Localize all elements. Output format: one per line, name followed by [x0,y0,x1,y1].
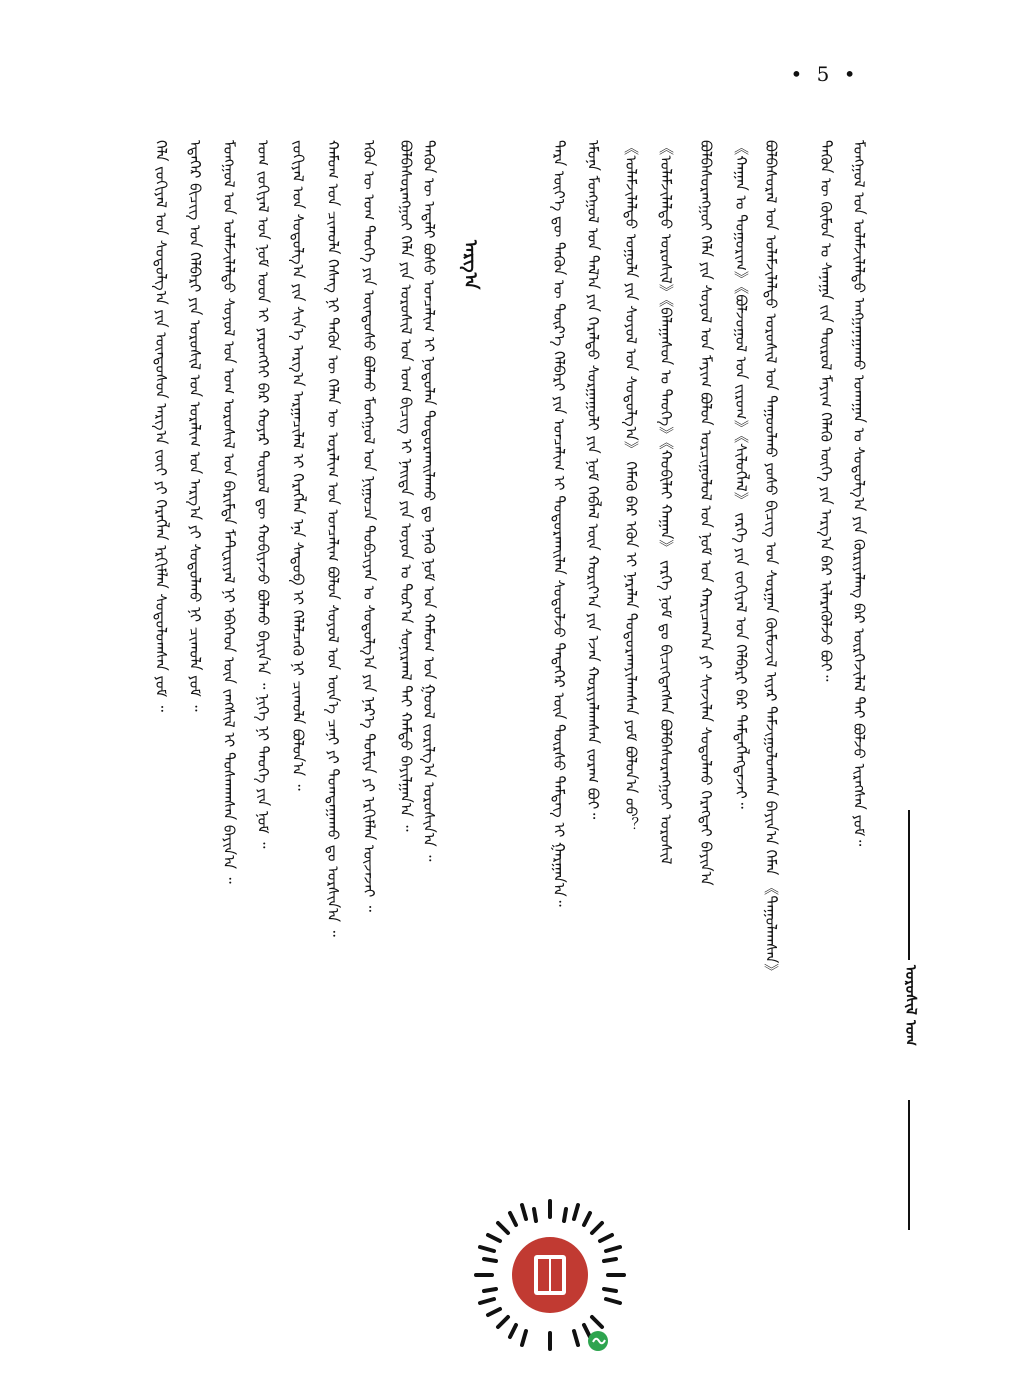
text-column: ᠵᠣᠬᠢᠶᠠᠯ ᠤᠨ ᠰᠤᠳᠤᠯᠭ᠎ᠠ ᠶᠢᠨ ᠰᠢᠨ᠎ᠡ ᠠᠷᠭ᠎ᠠ ᠠᠷᠭᠠᠴᠢᠯᠠᠯ ᠢ ᠬᠡᠷᠡᠭᠯᠡᠨ ᠡᠨᠡ ᠰᠡᠳᠦᠪ ᠢ ᠬᠡᠯᠡᠯᠴᠡᠬᠦ ᠨᠢ ᠴᠢᠬᠤᠯᠠ ᠪᠣᠯᠤᠨ᠎ᠠ ᠃ [289,140,307,791]
text-column: ᠬᠠᠮᠤᠭ ᠤᠨ ᠴᠢᠬᠤᠯᠠ ᠬᠡᠰᠡᠭ ᠨᠢ ᠲᠡᠭᠦᠨ ᠦ ᠬᠡᠯᠡᠨ ᠦ ᠤᠷᠠᠯᠢᠭ ᠤᠨ ᠣᠨᠴᠠᠯᠢᠭ ᠪᠣᠯᠤᠨ ᠰᠣᠶᠣᠯ ᠤᠨ ᠦᠨ᠎ᠡ ᠴᠡᠨᠢ ᠶᠢ ᠲᠣᠭᠲᠠᠭᠠᠬᠤ ᠳᠤ ᠣᠷᠰᠢᠨ᠎ᠠ ᠃ [324,140,342,937]
text-column: ᠤᠭ ᠵᠣᠬᠢᠶᠠᠯ ᠤᠨ ᠨᠣᠮ ᠤᠳ ᠢ ᠶᠡᠷᠦᠩᠬᠡᠢ ᠪᠠᠷ ᠬᠣᠶᠠᠷ ᠲᠦᠷᠦᠯ ᠳᠦ ᠬᠤᠪᠢᠶᠠᠵᠤ ᠪᠣᠯᠬᠤ ᠪᠠᠶᠢᠨ᠎ᠠ ᠃ ᠨᠢᠭᠡ ᠨᠢ ᠲᠡᠦᠬᠡ ᠶᠢᠨ ᠨᠣᠮ ᠃ [254,140,272,849]
text-column: ᠲᠡᠭᠦᠨ ᠦ ᠬᠦᠮᠦᠨ ᠤ ᠰᠠᠨᠠᠭᠠ ᠵᠢᠨ ᠲᠦᠷᠦᠯ ᠮᠠᠶᠢᠭ ᠬᠡᠯᠡᠬᠦ ᠦᠭᠡ ᠶᠢᠨ ᠠᠷᠭ᠎ᠠ ᠪᠠᠷ ᠢᠯᠡᠷᠡᠭᠦᠯᠵᠦ ᠪᠣᠢ᠃ [817,140,835,682]
running-header [900,810,918,1230]
text-column: ᠲᠡᠭᠦᠨ ᠦ ᠠᠳᠠᠯᠢ ᠪᠤᠰᠤ ᠣᠨᠴᠠᠯᠢᠭ ᠢ ᠨᠣᠳᠤᠯᠠᠨ ᠲᠣᠳᠤᠷᠬᠠᠢᠯᠠᠬᠤ ᠳᠤ ᠡᠨᠡᠬᠦ ᠨᠣᠮ ᠤᠨ ᠬᠠᠮᠤᠭ ᠤᠨ ᠭᠣᠣᠯ ᠵᠣᠷᠢᠯᠭ᠎ᠠ ᠣᠷᠣᠰᠢᠨ᠎ᠠ ᠃ [420,140,438,862]
text-column: 《ᠬᠠᠭᠠᠨ ᠤ ᠲᠣᠭᠣᠷᠢᠭ》《ᠪᠣᠯᠵᠣᠭᠤᠯ ᠤᠨ ᠵᠢᠷᠤᠭ》《ᠰᠢᠯᠦᠭᠯᠡᠯ》 ᠵᠡᠷᠭᠡ ᠶᠢᠨ ᠵᠣᠬᠢᠶᠠᠯ ᠤᠨ ᠬᠡᠯᠪᠡᠷᠢ ᠪᠡᠷ ᠲᠡᠮᠳᠡᠭᠯᠡᠭᠳᠡᠵᠡᠢ᠃ [732,140,750,809]
mini-program-qr-code-icon[interactable] [470,1195,630,1355]
text-column: ᠮᠣᠩᠭᠣᠯ ᠤᠨ ᠤᠯᠠᠮᠵᠢᠯᠠᠯᠲᠤ ᠰᠣᠶᠣᠯ ᠤᠨ ᠤᠭ ᠤᠷᠤᠰᠢᠯ ᠤᠨ ᠪᠠᠷᠢᠮᠲᠠ ᠮᠠᠲ᠋ᠧᠷᠢᠶᠠᠯ ᠨᠢ ᠡᠪᠡᠭᠡᠳ ᠦᠨ ᠵᠠᠩᠰᠢᠯ ᠢ ᠲᠤᠰᠬᠠᠭᠰᠠᠨ ᠪᠠᠶᠢᠨ᠎ᠠ ᠃ [220,140,238,884]
text-column: ᠡᠳᠡᠭᠡᠷ ᠪᠢᠴᠢᠭ ᠤᠨ ᠬᠡᠯᠪᠡᠷᠢ ᠶᠢᠨ ᠤᠷᠤᠰᠢᠯ ᠤᠨ ᠤᠷᠠᠯᠢᠭ ᠤᠨ ᠠᠷᠭ᠎ᠠ ᠶᠢ ᠰᠤᠳᠤᠯᠬᠤ ᠨᠢ ᠴᠢᠬᠤᠯᠠ ᠶᠤᠮ ᠃ [186,140,204,712]
page-number: • 5 • [790,62,860,86]
running-header-title: ᠣᠷᠤᠰᠢᠯ ᠤᠭ [902,965,920,1047]
text-column: ᠮᠣᠩᠭᠣᠯ ᠤᠨ ᠤᠯᠠᠮᠵᠢᠯᠠᠯᠲᠤ ᠠᠩᠭᠠᠨᠠᠭᠠᠬᠤ ᠤᠬᠠᠭᠠᠨ ᠤ ᠰᠤᠳᠤᠯᠭ᠎ᠠ ᠶᠢᠨ ᠬᠦᠷᠢᠶᠡᠯᠡᠩ ᠪᠡᠷ ᠦᠷᠭᠡᠵᠢᠯᠡᠯ ᠲᠠᠢ ᠪᠣᠯᠵᠤ ᠢᠷᠡᠭᠰᠡᠨ ᠶᠤᠮ᠃ [850,140,868,847]
text-column: ᠪᠣᠯᠪᠠᠰᠤᠷᠠᠯ ᠤᠨ ᠤᠯᠠᠮᠵᠢᠯᠠᠯᠲᠤ ᠣᠷᠤᠰᠢᠯ ᠤᠨ ᠳᠠᠭᠤᠤᠯᠬᠤ ᠶᠣᠰᠤ ᠪᠢᠴᠢᠭ ᠤᠨ ᠰᠤᠷᠭᠠᠨ ᠬᠦᠮᠦᠵᠢᠯ ᠢᠶᠡᠷ ᠳᠠᠮᠵᠢᠭᠤᠯᠤᠭᠰᠠᠨ ᠪᠠᠶᠢᠨ᠎ᠠ ᠬᠡᠮᠡᠨ 《ᠲᠠᠭᠤᠯᠠᠭᠰᠠᠨ》 [762,140,780,979]
text-column: ᠪᠣᠯᠪᠠᠰᠤᠷᠠᠩᠭᠤᠢ ᠬᠡᠯᠡ ᠶᠢᠨ ᠣᠷᠤᠰᠢᠯ ᠤᠨ ᠤᠭ ᠪᠢᠴᠢᠭ ᠢ ᠨᠡᠢᠲᠡ ᠶᠢᠨ ᠣᠶᠤᠨ ᠤ ᠳᠤᠷ᠎ᠠ ᠰᠣᠨᠢᠷᠬᠠᠯ ᠲᠠᠶ ᠬᠠᠮᠲᠤ ᠪᠠᠶᠢᠯᠭᠠᠨ᠎ᠠ ᠃ [397,140,415,832]
header-rule-bottom [908,1100,910,1230]
text-column: ᠪᠣᠯᠪᠠᠰᠤᠷᠠᠩᠭᠤᠢ ᠬᠡᠯᠡ ᠶᠢᠨ ᠰᠣᠶᠣᠯ ᠤᠨ ᠮᠠᠶᠢᠭ ᠪᠣᠯᠤᠨ ᠤᠷᠴᠢᠭᠤᠯᠤᠯ ᠤᠨ ᠨᠣᠮ ᠤᠨ ᠬᠠᠷᠢᠴᠠᠭ᠎ᠠ ᠶᠢ ᠰᠢᠨᠵᠢᠯᠡᠨ ᠰᠤᠳᠤᠯᠬᠤ ᠬᠡᠷᠡᠭᠲᠡᠢ ᠪᠠᠶᠢᠨ᠎ᠠ [697,140,715,886]
text-column: ᠲᠡᠷᠡ ᠦᠶ᠎ᠡ ᠳᠦ ᠲᠡᠭᠦᠨ ᠦ ᠳᠦᠷ᠎ᠡ ᠬᠡᠯᠪᠡᠷᠢ ᠶᠢᠨ ᠣᠨᠴᠠᠯᠢᠭ ᠢ ᠲᠣᠳᠤᠷᠬᠠᠢᠯᠠᠨ ᠰᠤᠳᠤᠯᠵᠤ ᠲᠡᠳᠡᠭᠡᠷ ᠦᠨ ᠳᠦᠷᠰᠦ ᠲᠡᠮᠳᠡᠭ ᠢ ᠭᠠᠷᠭᠠᠨ᠎ᠠ᠃ [550,140,568,907]
text-column: ᠬᠡᠯᠡ ᠵᠣᠬᠢᠶᠠᠯ ᠤᠨ ᠰᠤᠳᠤᠯᠭ᠎ᠠ ᠶᠢᠨ ᠦᠨᠳᠦᠰᠦᠨ ᠠᠷᠭ᠎ᠠ ᠵᠦᠢ ᠶᠢ ᠬᠡᠷᠡᠭᠯᠡᠨ ᠡᠷᠬᠢᠮᠯᠡᠨ ᠰᠤᠳᠤᠯᠤᠭᠰᠠᠨ ᠶᠤᠮ ᠃ [152,140,170,712]
text-column: ᠡᠮᠦᠨᠡ ᠮᠣᠩᠭᠣᠯ ᠤᠨ ᠲᠠᠯ᠎ᠠ ᠶᠢᠨ ᠭᠡᠷᠡᠯᠲᠦ ᠰᠤᠷᠭᠠᠭᠤᠯᠢ ᠶᠢᠨ ᠨᠣᠮ ᠬᠡᠪᠯᠡᠯ ᠦᠨ ᠬᠣᠷᠢᠶ᠎ᠠ ᠶᠢᠨ ᠡᠵᠡᠨ ᠬᠣᠷᠢᠶᠠᠯᠠᠭᠰᠠᠨ ᠵᠤᠷᠠᠭ ᠪᠤᠢ᠃ [584,140,602,820]
text-column: 《ᠤᠯᠠᠮᠵᠢᠯᠠᠯᠲᠤ ᠤᠷᠤᠰᠢᠯ》《ᠪᠠᠯᠠᠭᠠᠰᠤᠨ ᠤ ᠲᠡᠦᠬᠡ》《ᠬᠤᠪᠢᠯᠠᠢ ᠬᠠᠭᠠᠨ》 ᠵᠡᠷᠭᠡ ᠨᠣᠮ ᠳᠤ ᠪᠢᠴᠢᠭᠳᠡᠭᠰᠡᠨ ᠪᠣᠯᠪᠠᠰᠤᠷᠠᠩᠭᠤᠢ ᠤᠷᠤᠰᠢᠯ [657,140,675,865]
text-column: 《ᠤᠯᠠᠮᠵᠢᠯᠠᠯᠲᠤ ᠤᠭᠤᠯᠠ ᠶᠢᠨ ᠰᠣᠶᠣᠯ ᠤᠨ ᠰᠤᠳᠤᠯᠭ᠎ᠠ》 ᠬᠡᠮᠡᠬᠦ ᠪᠠᠷ ᠡᠭᠦᠨ ᠢ ᠨᠡᠷᠡᠯᠡᠨ ᠲᠣᠳᠤᠷᠬᠠᠶᠢᠯᠠᠭᠰᠠᠨ ᠶᠤᠮ ᠪᠣᠯᠤᠨ᠎ᠠ ᠤᠤ？ [622,140,640,832]
header-rule-top [908,810,910,960]
text-column: ᠡᠭᠦᠨ ᠦ ᠤᠭ ᠲᠡᠦᠬᠡ ᠶᠢᠨ ᠦᠨᠳᠦᠰᠦ ᠪᠣᠯᠬᠤ ᠮᠣᠩᠭᠣᠯ ᠤᠨ ᠨᠢᠭᠤᠴᠠ ᠲᠣᠪᠴᠢᠶᠠᠨ ᠤ ᠰᠤᠳᠤᠯᠭ᠎ᠠ ᠶᠢᠨ ᠨᠡᠷ᠎ᠡ ᠲᠣᠮᠢᠶᠠ ᠶᠢ ᠡᠷᠬᠢᠮᠯᠡᠨ ᠦᠵᠡᠵᠡᠢ ᠃ [360,140,378,912]
section-heading: ᠠᠷᠭ᠎ᠠ [460,240,481,290]
